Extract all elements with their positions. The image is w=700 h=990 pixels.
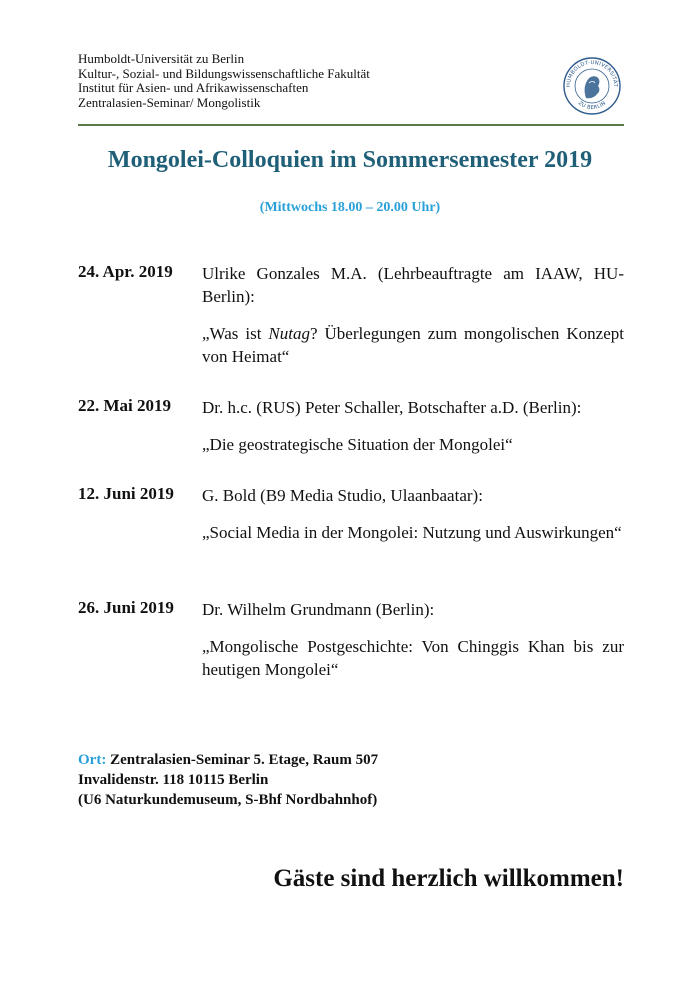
event-date: 26. Juni 2019 <box>78 598 174 617</box>
talk-title-part: „Social Media in der Mongolei: Nutzung und Auswirkungen“ <box>202 523 622 542</box>
event-date: 24. Apr. 2019 <box>78 262 173 281</box>
welcome-message: Gäste sind herzlich willkommen! <box>273 865 624 892</box>
talk-title-part: „Die geostrategische Situation der Mongolei“ <box>202 435 513 454</box>
header-line-faculty: Kultur-, Sozial- und Bildungswissenschaftliche Fakultät <box>78 65 370 81</box>
event-talk-title <box>202 433 624 456</box>
schedule-time: (Mittwochs 18.00 – 20.00 Uhr) <box>259 200 441 215</box>
talk-title-part: ? Überlegungen zum mongolischen Konzept von Heimat“ <box>202 324 624 366</box>
svg-text:HUMBOLDT-UNIVERSITÄT: HUMBOLDT-UNIVERSITÄT <box>565 59 619 88</box>
event-speaker: Dr. h.c. (RUS) Peter Schaller, Botschafter a.D. (Berlin): <box>202 398 582 417</box>
venue-room: Zentralasien-Seminar 5. Etage, Raum 507 <box>110 752 379 768</box>
venue-line-transit: (U6 Naturkundemuseum, S-Bhf Nordbahnhof) <box>78 792 378 808</box>
event-details <box>202 484 624 544</box>
header-divider <box>78 124 624 126</box>
event-details <box>202 598 624 681</box>
event-date: 22. Mai 2019 <box>78 396 172 415</box>
venue-line-address: Invalidenstr. 118 10115 Berlin <box>78 772 269 788</box>
talk-title-part: „Was ist <box>202 324 269 343</box>
header-line-seminar: Zentralasien-Seminar/ Mongolistik <box>78 94 261 110</box>
event-speaker: Ulrike Gonzales M.A. (Lehrbeauftragte am IAAW, HU-Berlin): <box>202 264 624 306</box>
talk-title-italic: Nutag <box>268 324 310 343</box>
event-speaker: Dr. Wilhelm Grundmann (Berlin): <box>202 600 435 619</box>
venue-label: Ort: <box>78 752 107 768</box>
event-speaker: G. Bold (B9 Media Studio, Ulaanbaatar): <box>202 486 483 505</box>
event-details <box>202 262 624 368</box>
svg-text:ZU BERLIN: ZU BERLIN <box>576 100 608 112</box>
venue-line-room <box>78 750 378 770</box>
header-line-university: Humboldt-Universität zu Berlin <box>78 51 245 66</box>
event-details <box>202 396 624 456</box>
venue-info <box>78 750 378 810</box>
page-title: Mongolei-Colloquien im Sommersemester 2019 <box>107 147 593 173</box>
event-talk-title <box>202 322 624 368</box>
event-talk-title <box>202 521 624 544</box>
university-seal-icon <box>562 56 622 116</box>
event-date: 12. Juni 2019 <box>78 484 174 503</box>
event-talk-title <box>202 635 624 681</box>
institution-header <box>78 52 370 110</box>
talk-title-part: „Mongolische Postgeschichte: Von Chinggis Khan bis zur heutigen Mongolei“ <box>202 637 624 679</box>
header-line-institute: Institut für Asien- und Afrikawissenschaften <box>78 80 309 95</box>
